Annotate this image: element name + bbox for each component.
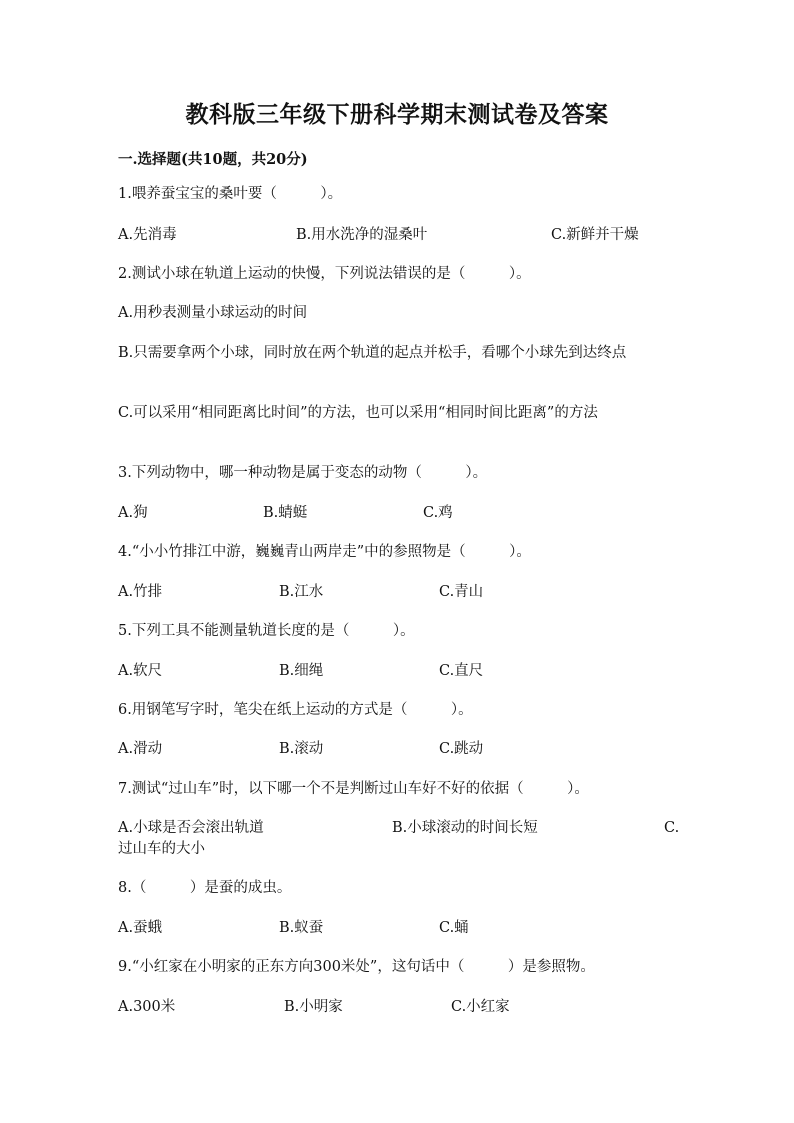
question-2-option-c: C.可以采用“相同距离比时间”的方法，也可以采用“相同时间比距离”的方法	[118, 405, 598, 421]
question-9-stem: 9.“小红家在小明家的正东方向300米处”，这句话中（ ）是参照物。	[118, 959, 595, 975]
question-8-option-b: B.蚁蚕	[279, 920, 324, 936]
question-2-option-a: A.用秒表测量小球运动的时间	[118, 305, 308, 321]
section-heading: 一.选择题(共10题，共20分)	[118, 151, 308, 168]
question-1-option-c: C.新鲜并干燥	[551, 227, 639, 243]
question-9-option-c: C.小红家	[451, 999, 510, 1015]
question-8-option-a: A.蚕蛾	[118, 920, 163, 936]
question-4-option-a: A.竹排	[118, 584, 163, 600]
question-6-option-a: A.滑动	[118, 741, 163, 757]
question-5-stem: 5.下列工具不能测量轨道长度的是（ ）。	[118, 623, 415, 639]
question-2-stem: 2.测试小球在轨道上运动的快慢，下列说法错误的是（ ）。	[118, 266, 531, 282]
question-6-option-c: C.跳动	[439, 741, 484, 757]
question-3-stem: 3.下列动物中，哪一种动物是属于变态的动物（ ）。	[118, 465, 488, 481]
question-4-option-c: C.青山	[439, 584, 484, 600]
question-6-stem: 6.用钢笔写字时，笔尖在纸上运动的方式是（ ）。	[118, 702, 473, 718]
question-4-stem: 4.“小小竹排江中游，巍巍青山两岸走”中的参照物是（ ）。	[118, 544, 531, 560]
question-3-option-c: C.鸡	[423, 505, 453, 521]
question-1-stem: 1.喂养蚕宝宝的桑叶要（ ）。	[118, 186, 343, 202]
question-7-option-c-text: 过山车的大小	[118, 841, 205, 857]
question-9-option-a: A.300米	[118, 999, 176, 1015]
question-7-option-c: C.	[664, 820, 680, 836]
page-title: 教科版三年级下册科学期末测试卷及答案	[185, 101, 609, 128]
question-3-option-a: A.狗	[118, 505, 148, 521]
question-1-option-b: B.用水洗净的湿桑叶	[296, 227, 428, 243]
question-5-option-a: A.软尺	[118, 663, 163, 679]
question-2-option-b: B.只需要拿两个小球，同时放在两个轨道的起点并松手，看哪个小球先到达终点	[118, 345, 627, 361]
question-6-option-b: B.滚动	[279, 741, 324, 757]
question-5-option-c: C.直尺	[439, 663, 484, 679]
question-7-option-b: B.小球滚动的时间长短	[392, 820, 538, 836]
question-8-stem: 8.（ ）是蚕的成虫。	[118, 880, 292, 896]
question-7-option-a: A.小球是否会滚出轨道	[118, 820, 264, 836]
question-8-option-c: C.蛹	[439, 920, 469, 936]
question-9-option-b: B.小明家	[284, 999, 343, 1015]
question-1-option-a: A.先消毒	[118, 227, 177, 243]
question-3-option-b: B.蜻蜓	[263, 505, 308, 521]
question-7-stem: 7.测试“过山车”时，以下哪一个不是判断过山车好不好的依据（ ）。	[118, 781, 589, 797]
question-4-option-b: B.江水	[279, 584, 324, 600]
question-5-option-b: B.细绳	[279, 663, 324, 679]
